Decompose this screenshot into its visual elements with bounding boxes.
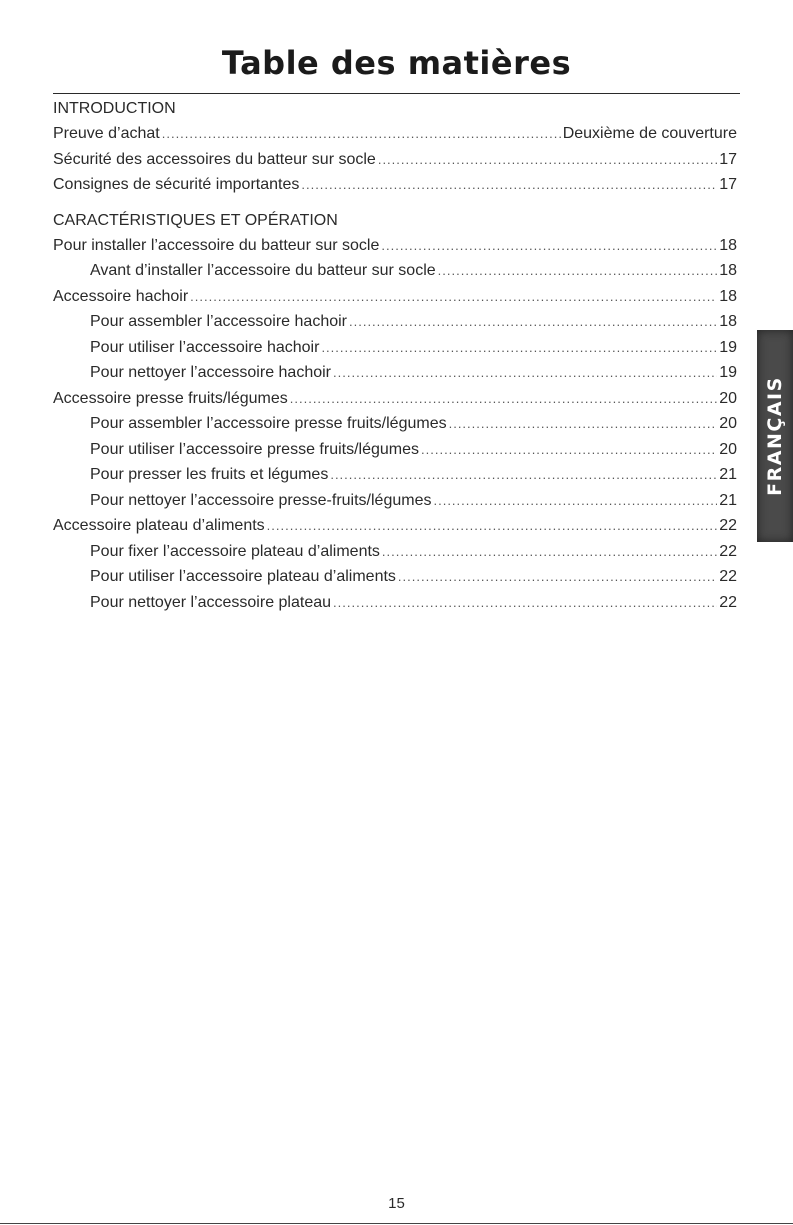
toc-entry-page: 22 (719, 542, 737, 560)
toc-entry-page: 17 (719, 176, 737, 193)
toc-entry-page: 20 (719, 415, 737, 432)
toc-entry-label: Consignes de sécurité importantes (53, 176, 300, 193)
toc-entry-page: 18 (719, 262, 737, 279)
toc-entry-page: 21 (719, 491, 737, 509)
dot-leader (267, 513, 718, 539)
toc-entry-page: 17 (719, 150, 737, 168)
toc-entry-page: 19 (719, 364, 737, 381)
toc-entry-presser-fruits[interactable] (53, 462, 737, 488)
toc-entry-label: Pour nettoyer l’accessoire presse-fruits/légumes (90, 491, 432, 509)
toc-entry-page: 22 (719, 517, 737, 534)
toc-entry-page: 22 (719, 568, 737, 585)
toc-entry-label: Accessoire hachoir (53, 287, 189, 305)
dot-leader (381, 233, 717, 259)
toc-entry-page: 21 (719, 466, 737, 483)
dot-leader (449, 411, 718, 437)
toc-entry-preuve-achat[interactable] (53, 121, 737, 147)
section-heading-caracteristiques: CARACTÉRISTIQUES ET OPÉRATION (53, 211, 338, 229)
toc-entry-accessoire-hachoir[interactable] (53, 284, 737, 310)
toc-entry-assembler-hachoir[interactable] (53, 309, 737, 335)
toc-entry-page: 22 (719, 593, 737, 611)
dot-leader (421, 437, 717, 463)
toc-entry-utiliser-presse[interactable] (53, 437, 737, 463)
dot-leader (333, 590, 717, 616)
toc-entry-utiliser-hachoir[interactable] (53, 335, 737, 361)
toc-entry-fixer-plateau[interactable] (53, 539, 737, 565)
bottom-divider (0, 1223, 793, 1224)
dot-leader (301, 172, 717, 198)
toc-entry-label: Pour nettoyer l’accessoire hachoir (90, 364, 332, 381)
dot-leader (321, 335, 717, 361)
toc-entry-label: Pour utiliser l’accessoire hachoir (90, 338, 320, 356)
toc-entry-label: Pour fixer l’accessoire plateau d’aliments (90, 542, 380, 560)
toc-entry-accessoire-plateau[interactable] (53, 513, 737, 539)
dot-leader (433, 488, 717, 514)
toc-entry-nettoyer-plateau[interactable] (53, 590, 737, 616)
dot-leader (382, 539, 717, 565)
language-tab-label: FRANÇAIS (764, 376, 786, 496)
section-heading-introduction: INTRODUCTION (53, 100, 176, 117)
page-title: Table des matières (221, 44, 572, 82)
toc-entry-consignes-securite[interactable] (53, 172, 737, 198)
toc-entry-label: Pour nettoyer l’accessoire plateau (90, 593, 332, 611)
toc-entry-installer-accessoire[interactable] (53, 233, 737, 259)
toc-entry-label: Pour utiliser l’accessoire presse fruits/légumes (90, 440, 420, 458)
dot-leader (330, 462, 717, 488)
toc-entry-avant-installer[interactable] (53, 258, 737, 284)
toc-entry-label: Pour assembler l’accessoire hachoir (90, 313, 347, 330)
dot-leader (378, 147, 717, 173)
toc-entry-assembler-presse[interactable] (53, 411, 737, 437)
toc-entry-label: Pour assembler l’accessoire presse fruits/légumes (90, 415, 447, 432)
toc-entry-accessoire-presse[interactable] (53, 386, 737, 412)
dot-leader (290, 386, 717, 412)
toc-entry-label: Accessoire plateau d’aliments (53, 517, 265, 534)
dot-leader (349, 309, 717, 335)
toc-entry-label: Accessoire presse fruits/légumes (53, 389, 288, 407)
toc-entry-label: Pour presser les fruits et légumes (90, 466, 329, 483)
toc-entry-page: 18 (719, 313, 737, 330)
dot-leader (398, 564, 717, 590)
title-divider (53, 93, 740, 94)
toc-entry-utiliser-plateau[interactable] (53, 564, 737, 590)
language-side-tab (757, 330, 793, 542)
toc-entry-label: Avant d’installer l’accessoire du batteur sur socle (90, 262, 436, 279)
toc-entry-nettoyer-hachoir[interactable] (53, 360, 737, 386)
toc-entry-label: Pour installer l’accessoire du batteur sur socle (53, 236, 380, 254)
toc-entry-label: Pour utiliser l’accessoire plateau d’aliments (90, 568, 396, 585)
toc-entry-page: 20 (719, 440, 737, 458)
toc-entry-nettoyer-presse[interactable] (53, 488, 737, 514)
toc-entry-page: 20 (719, 389, 737, 407)
dot-leader (333, 360, 717, 386)
toc-entry-page: 18 (719, 287, 737, 305)
toc-entry-label: Sécurité des accessoires du batteur sur socle (53, 150, 376, 168)
toc-entry-page: 19 (719, 338, 737, 356)
toc-entry-label: Preuve d’achat (53, 125, 160, 142)
page-number: 15 (388, 1195, 405, 1212)
dot-leader (438, 258, 718, 284)
dot-leader (190, 284, 717, 310)
toc-entry-page: Deuxième de couverture (562, 125, 737, 142)
toc-entry-securite-accessoires[interactable] (53, 147, 737, 173)
dot-leader (162, 121, 561, 147)
toc-entry-page: 18 (719, 236, 737, 254)
table-of-contents (53, 97, 737, 615)
